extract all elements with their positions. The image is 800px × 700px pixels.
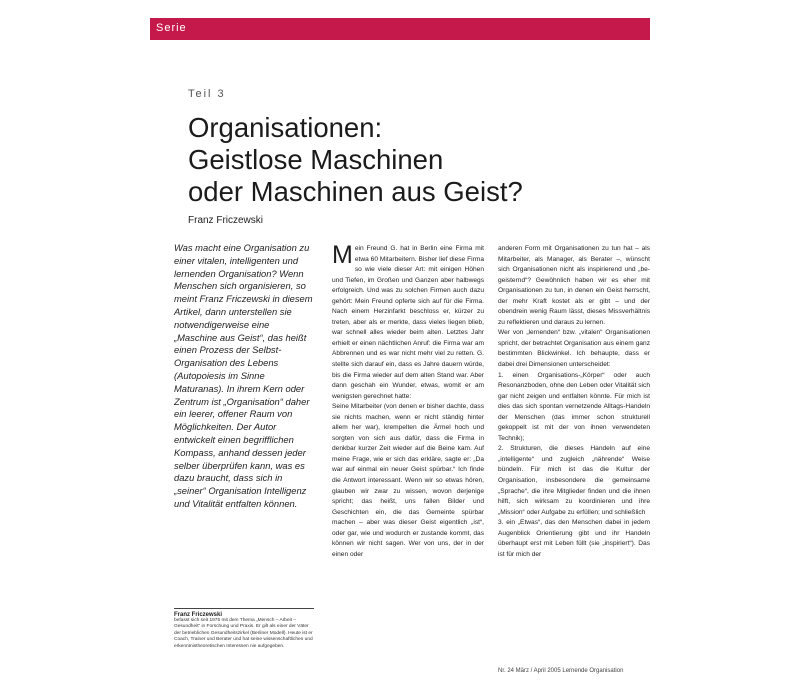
series-label: Serie — [156, 22, 187, 34]
body-paragraph: 1. einen Organisations-„Körper“ oder auch Resonanzboden, ohne den Leben oder Vitalität sich gar nicht zeigen und entfalten könnte. Für mich ist dies das sich spontan vernetzende Alltags-Handeln der Menschen (das immer schon strukturell gekoppelt ist mit der von ihnen verwendeten Technik); — [498, 371, 650, 442]
body-paragraph: Seine Mitarbeiter (von denen er bisher dachte, dass sie nichts machen, wenn er nicht ständig hinter allem her war), krempelten die Ärmel hoch und sorgten von sich aus dafür, dass die Firma in denkbar kurzer Zeit wieder auf die Beine kam. Auf meine Frage, wie er sich das erkläre, sagte er: „Da war auf einmal ein neuer Geist spürbar.“ Ich finde die Antwort interessant. Wenn wir so etwas hören, glauben wir zwar zu wissen, wovon derjenige spricht; das heißt, uns fallen Bilder und Geschichten ein, die das Gemeinte spürbar machen – aber was dieser Geist eigentlich „ist“, oder gar, wie und wodurch er zustande kommt, das können wir nicht sagen. Wer von uns, der in der einen oder — [332, 403, 484, 558]
series-header-bar — [150, 18, 650, 40]
part-number: Teil 3 — [188, 88, 226, 100]
body-paragraph: 2. Strukturen, die dieses Handeln auf eine „intelligente“ und zugleich „nährende“ Weise bündeln. Für mich ist das die Kultur der Organisation, insbesondere die gemeinsame „Sprache“, die ihre Mitglieder finden und die ihnen hilft, sich wirksam zu koordinieren und ihre „Mission“ oder Aufgabe zu erfüllen; und schließlich — [498, 445, 650, 516]
magazine-page — [150, 18, 650, 682]
title-line-2: Geistlose Maschinen — [188, 144, 444, 175]
author-bio — [174, 608, 314, 650]
article-lead: Was macht eine Organisation zu einer vitalen, intelligenten und lernenden Organisation? Wenn Menschen sich organisieren, so meint Franz Friczewski in diesem Artikel, dann unterstellen sie notwendigerweise eine „Maschine aus Geist“, das heißt einen Prozess der Selbst-Organisation des Lebens (Autopoiesis im Sinne Maturanas). In ihrem Kern oder Zentrum ist „Organisation“ daher ein leerer, offener Raum von Möglichkeiten. Der Autor entwickelt einen begrifflichen Kompass, anhand dessen jeder selber überprüfen kann, was es dazu braucht, dass sich in „seiner“ Organisation Intelligenz und Vitalität entfalten können. — [174, 242, 313, 509]
title-line-1: Organisationen: — [188, 112, 383, 143]
body-paragraph: 3. ein „Etwas“, das den Menschen dabei in jedem Augenblick Orientierung gibt und ihr Handeln überhaupt erst mit Leben füllt (sie „inspiriert“). Das ist für mich der — [498, 519, 650, 558]
drop-cap: M — [332, 244, 353, 269]
bio-text: befasst sich seit 1975 mit dem Thema „Mensch – Arbeit – Gesundheit“ in Forschung und Praxis. Er gilt als einer der Väter der betrieblichen Gesundheitszirkel (Berliner Modell). Heute ist er Coach, Trainer und Berater und hat seine wissenschaftlichen und erkenntnistheoretischen Interessen nie aufgegeben. — [174, 618, 313, 649]
article-title — [188, 112, 628, 208]
body-paragraph-text: ein Freund G. hat in Berlin eine Firma mit etwa 60 Mitarbeitern. Bisher lief diese Firma so wie viele dieser Art: mit einigen Höhen und Tiefen, im Großen und Ganzen aber halbwegs erfolgreich. Und was zu solchen Firmen auch dazu gehört: Mein Freund opferte sich auf für die Firma. Nach einem Herzinfarkt beschloss er, kürzer zu treten, aber als er merkte, dass vieles liegen blieb, war schnell alles wieder beim alten. Letztes Jahr erhielt er einen nächtlichen Anruf: die Firma war am Abbrennen und es war nicht mehr viel zu retten. G. stellte sich darauf ein, dass es Jahre dauern würde, bis die Firma wieder auf dem alten Stand war. Aber dann geschah ein Wunder, etwas, womit er am wenigsten gerechnet hatte: — [332, 245, 484, 400]
body-column-2 — [498, 244, 650, 664]
body-paragraph: Wer von „lernenden“ bzw. „vitalen“ Organisationen spricht, der betrachtet Organisation aus einem ganz bestimmten Blickwinkel. Ich behaupte, dass er dabei drei Dimensionen unterscheidet: — [498, 329, 650, 369]
bio-divider — [174, 608, 314, 609]
title-line-3: oder Maschinen aus Geist? — [188, 176, 523, 207]
article-author: Franz Friczewski — [188, 215, 264, 226]
body-column-1 — [332, 244, 484, 664]
body-paragraph — [332, 244, 484, 402]
body-paragraph: anderen Form mit Organisationen zu tun hat – als Mitarbeiter, als Manager, als Berater –, wünscht sich Organisationen nicht als inspirierend und „be-geisternd“? Gewöhnlich haben wir es eher mit Organisationen zu tun, in denen ein Geist herrscht, der mehr Kraft kostet als er gibt – und der obendrein wenig Raum lässt, dieses Missverhältnis zu reflektieren und daraus zu lernen. — [498, 245, 650, 326]
page-footer: Nr. 24 März / April 2005 Lernende Organisation — [498, 668, 624, 674]
bio-name: Franz Friczewski — [174, 612, 223, 618]
